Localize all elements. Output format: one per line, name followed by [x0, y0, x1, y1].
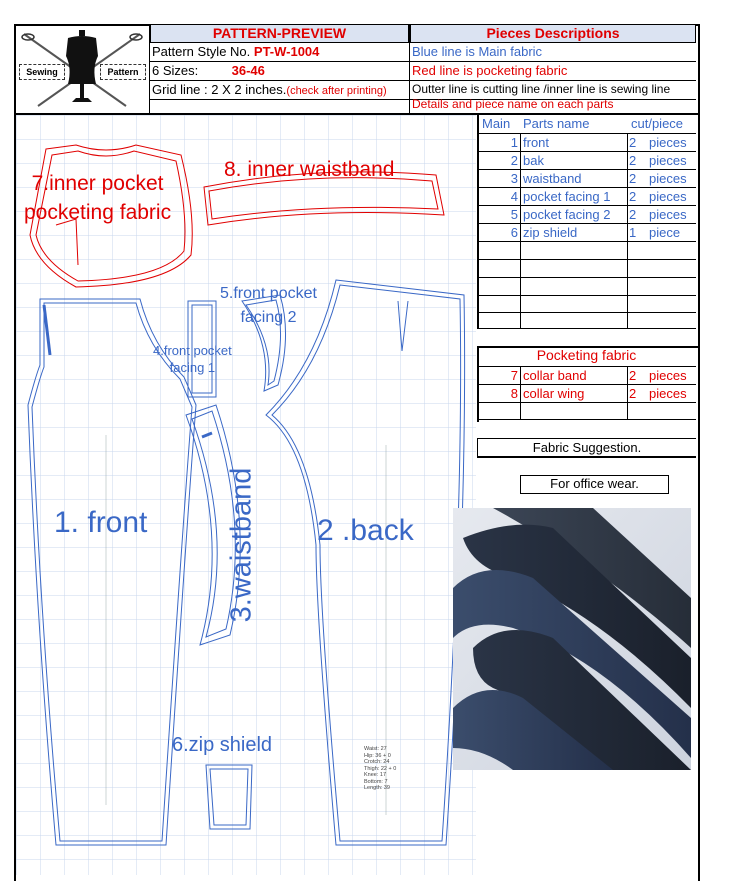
- measure-line: Crotch: 24: [364, 759, 390, 765]
- logo-label-left: Sewing: [19, 64, 65, 80]
- row-name: collar band: [523, 368, 587, 383]
- pocketing-table: [477, 346, 696, 420]
- blue-line-note: Blue line is Main fabric: [410, 43, 696, 62]
- row-count: 2: [629, 135, 637, 150]
- row-unit: pieces: [649, 189, 687, 204]
- row-num: 8: [510, 386, 518, 401]
- row-unit: pieces: [649, 368, 687, 383]
- inner-waistband-label: 8. inner waistband: [224, 158, 395, 181]
- col-main-header: Main: [482, 116, 511, 131]
- col-cut-header: cut/piece: [631, 116, 684, 131]
- inner-pocket-label: [24, 169, 171, 227]
- pocket-facing-1-label: 4.front pocket facing 1: [153, 343, 232, 375]
- row-count: 2: [629, 189, 637, 204]
- back-label: 2 .back: [317, 514, 414, 547]
- pocketing-title: Pocketing fabric: [536, 347, 637, 363]
- row-unit: pieces: [649, 135, 687, 150]
- row-name: waistband: [523, 171, 582, 186]
- fabric-photo: [453, 508, 691, 770]
- pieces-descriptions-title: Pieces Descriptions: [410, 24, 696, 43]
- row-count: 2: [629, 368, 637, 383]
- row-num: 2: [510, 153, 518, 168]
- fabric-suggestion-label: Fabric Suggestion.: [477, 438, 696, 457]
- row-num: 5: [510, 207, 518, 222]
- row-num: 4: [510, 189, 518, 204]
- fabric-use-label: For office wear.: [520, 475, 669, 494]
- grid-label: Grid line : 2 X 2 inches.: [152, 82, 287, 97]
- sizes-label: 6 Sizes:: [152, 63, 199, 78]
- fabric-swatch-image: [453, 508, 691, 770]
- row-count: 1: [629, 225, 637, 240]
- measure-line: Hip: 36 + 0: [364, 752, 391, 759]
- red-line-note: Red line is pocketing fabric: [410, 62, 696, 81]
- pattern-style-row: [150, 43, 409, 62]
- row-name: front: [523, 135, 550, 150]
- row-count: 2: [629, 153, 637, 168]
- zip-shield-label: 6.zip shield: [172, 734, 273, 756]
- row-count: 2: [629, 171, 637, 186]
- row-name: bak: [523, 153, 544, 168]
- waistband-label: 3.waistband: [225, 467, 258, 623]
- row-name: pocket facing 2: [523, 207, 611, 222]
- logo-label-right: Pattern: [100, 64, 146, 80]
- inner-pocket-label-text: 7.inner pocket pocketing fabric: [24, 172, 172, 224]
- measure-line: Waist: 27: [364, 746, 387, 752]
- row-name: zip shield: [523, 225, 578, 240]
- row-num: 1: [510, 135, 518, 150]
- grid-line-row: [150, 81, 409, 100]
- pattern-style-label: Pattern Style No.: [152, 44, 251, 59]
- row-unit: pieces: [649, 171, 687, 186]
- measurements: [364, 746, 396, 792]
- row-num: 7: [510, 368, 518, 383]
- col-parts-header: Parts name: [523, 116, 590, 131]
- row-num: 6: [510, 225, 518, 240]
- logo: [16, 26, 148, 112]
- row-unit: pieces: [649, 207, 687, 222]
- row-count: 2: [629, 386, 637, 401]
- sizes-value: 36-46: [231, 63, 265, 78]
- measure-line: Thigh: 22 + 0: [364, 765, 397, 772]
- details-note: Details and piece name on each parts: [412, 97, 614, 111]
- row-unit: piece: [649, 225, 681, 240]
- row-name: pocket facing 1: [523, 189, 611, 204]
- row-count: 2: [629, 207, 637, 222]
- outer-line-note: Outter line is cutting line /inner line is sewing line: [410, 81, 696, 100]
- pattern-preview-title: PATTERN-PREVIEW: [150, 24, 409, 43]
- pocket-facing-2-label: 5.front pocket facing 2: [220, 285, 317, 326]
- row-num: 3: [510, 171, 518, 186]
- main-parts-table: [477, 115, 696, 329]
- measure-line: Bottom: 7: [364, 778, 388, 785]
- measure-line: Knee: 17: [364, 772, 387, 778]
- front-label: 1. front: [54, 506, 148, 539]
- grid-note: (check after printing): [286, 85, 387, 97]
- pattern-style-value: PT-W-1004: [253, 44, 320, 59]
- sizes-row: [150, 62, 409, 81]
- row-unit: pieces: [649, 153, 687, 168]
- row-name: collar wing: [523, 386, 585, 401]
- row-unit: pieces: [649, 386, 687, 401]
- measure-line: Length: 39: [364, 785, 390, 791]
